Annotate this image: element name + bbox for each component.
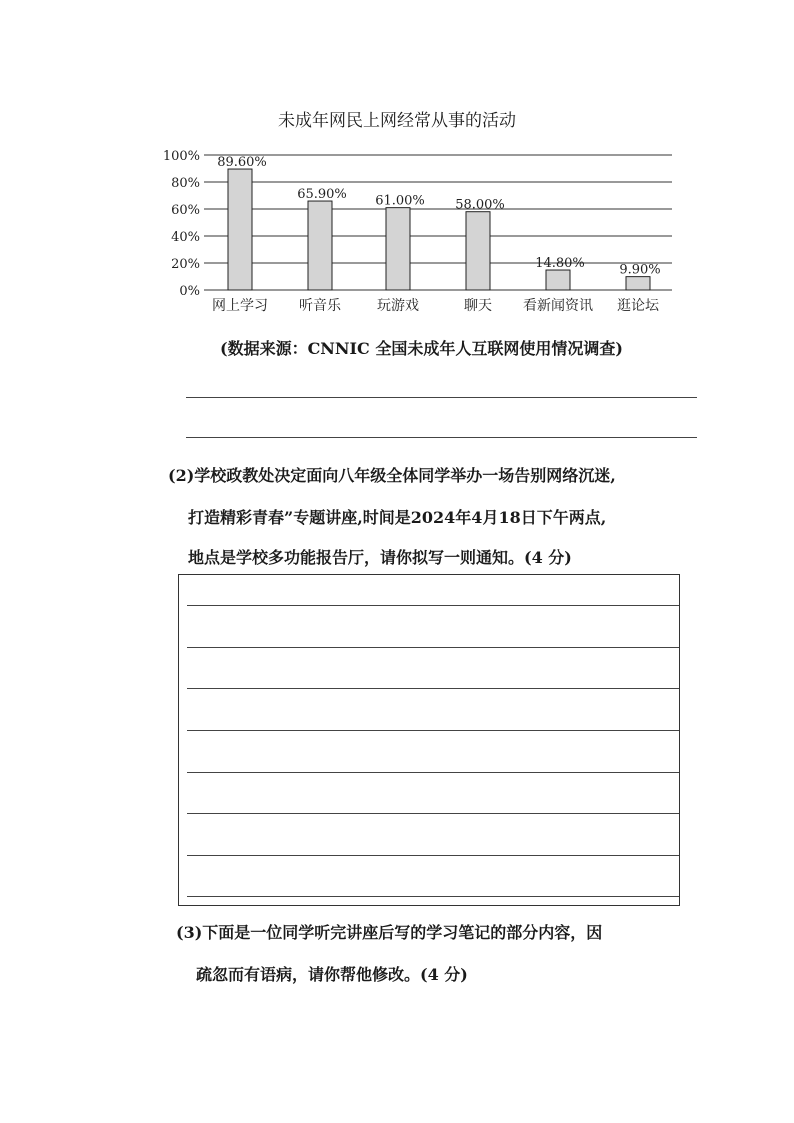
bar-data-label: 58.00% (455, 197, 505, 213)
box-answer-line[interactable] (187, 605, 679, 606)
y-tick-label: 100% (162, 149, 200, 164)
box-answer-line[interactable] (187, 730, 679, 731)
bar-data-label: 14.80% (535, 256, 585, 272)
bar (228, 169, 252, 290)
box-answer-line[interactable] (187, 855, 679, 856)
answer-line[interactable] (186, 397, 697, 398)
x-category-label: 聊天 (464, 298, 492, 314)
question-3-line-2: 疏忽而有语病，请你帮他修改。(4 分) (196, 965, 468, 984)
bar-data-label: 61.00% (375, 193, 425, 209)
y-tick-label: 40% (171, 230, 200, 245)
bar (546, 270, 570, 290)
bar-data-labels (217, 155, 660, 278)
bar (386, 208, 410, 290)
x-category-label: 网上学习 (212, 298, 268, 314)
x-category-label: 玩游戏 (377, 298, 419, 314)
x-axis-categories (212, 297, 660, 314)
chart-bars (228, 169, 650, 290)
chart-gridlines (204, 155, 672, 290)
bar (466, 212, 490, 290)
question-2-line-1: (2)学校政教处决定面向八年级全体同学举办一场告别网络沉迷, (168, 466, 616, 485)
x-category-label: 听音乐 (299, 298, 341, 314)
bar (626, 277, 650, 290)
x-category-label: 看新闻资讯 (523, 298, 593, 314)
data-source-note: (数据来源：CNNIC 全国未成年人互联网使用情况调查) (220, 339, 623, 358)
box-answer-line[interactable] (187, 647, 679, 648)
bar-data-label: 9.90% (619, 262, 661, 278)
y-tick-label: 80% (171, 176, 200, 191)
box-answer-line[interactable] (187, 813, 679, 814)
bar-data-label: 89.60% (217, 155, 267, 171)
question-3-line-1: (3)下面是一位同学听完讲座后写的学习笔记的部分内容，因 (176, 923, 603, 942)
x-category-label: 逛论坛 (617, 298, 659, 314)
bar-chart (150, 140, 690, 320)
box-answer-line[interactable] (187, 772, 679, 773)
y-tick-label: 60% (171, 203, 200, 218)
question-2-line-2: 打造精彩青春”专题讲座,时间是2024年4月18日下午两点, (188, 508, 607, 527)
bar-data-label: 65.90% (297, 187, 347, 203)
y-tick-label: 0% (179, 284, 200, 299)
y-axis-ticks (163, 149, 200, 299)
notice-answer-box[interactable] (178, 574, 680, 906)
box-answer-line[interactable] (187, 688, 679, 689)
y-tick-label: 20% (171, 257, 200, 272)
box-answer-line[interactable] (187, 896, 679, 897)
question-2-line-3: 地点是学校多功能报告厅，请你拟写一则通知。(4 分) (188, 548, 572, 567)
answer-line[interactable] (186, 437, 697, 438)
chart-title: 未成年网民上网经常从事的活动 (278, 111, 516, 131)
bar (308, 201, 332, 290)
